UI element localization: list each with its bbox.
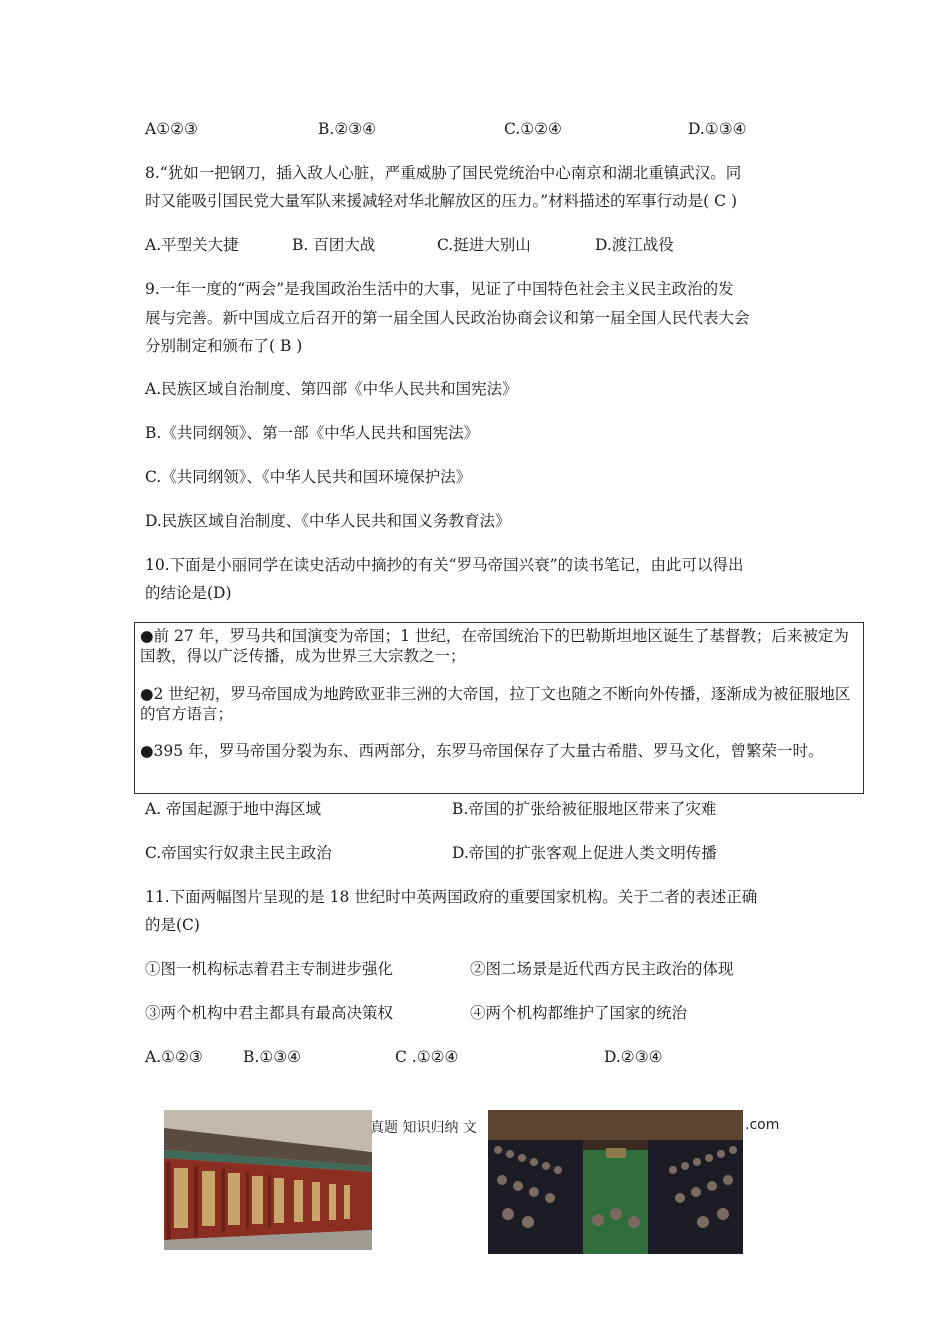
- q10-option-c: C.帝国实行奴隶主民主政治: [145, 844, 332, 862]
- q11-statement-2: ②图二场景是近代西方民主政治的体现: [470, 960, 734, 978]
- note-2: ●2 世纪初，罗马帝国成为地跨欧亚非三洲的大帝国，拉丁文也随之不断向外传播，逐渐成为被征服地区的官方语言；: [140, 685, 851, 723]
- note-3: ●395 年，罗马帝国分裂为东、西两部分，东罗马帝国保存了大量古希腊、罗马文化，曾繁荣一时。: [140, 742, 824, 760]
- watermark-left: 真题 知识归纳 文: [370, 1120, 477, 1136]
- q8-option-c: C.挺进大别山: [437, 236, 531, 254]
- q10-option-d: D.帝国的扩张客观上促进人类文明传播: [452, 844, 717, 862]
- q9-stem-line2: 展与完善。新中国成立后召开的第一届全国人民政治协商会议和第一届全国人民代表大会: [145, 309, 750, 327]
- q11-statement-4: ④两个机构都维护了国家的统治: [470, 1004, 688, 1022]
- q10-stem-line2: 的结论是(D): [145, 584, 232, 602]
- figure1-photo: [164, 1110, 372, 1250]
- q7-option-b: B.②③④: [318, 120, 377, 138]
- q11-stem-line1: 11.下面两幅图片呈现的是 18 世纪时中英两国政府的重要国家机构。关于二者的表述正确: [145, 888, 758, 906]
- q8-stem-line1: 8.“犹如一把钢刀，插入敌人心脏，严重威胁了国民党统治中心南京和湖北重镇武汉。同: [145, 164, 742, 182]
- q11-option-b: B.①③④: [243, 1048, 302, 1066]
- q9-stem-line1: 9.一年一度的“两会”是我国政治生活中的大事，见证了中国特色社会主义民主政治的发: [145, 280, 734, 298]
- q10-stem-line1: 10.下面是小丽同学在读史活动中摘抄的有关“罗马帝国兴衰”的读书笔记，由此可以得出: [145, 556, 744, 574]
- reading-notes-box: [134, 622, 864, 794]
- q7-option-c: C.①②④: [504, 120, 562, 138]
- q11-stem-line2: 的是(C): [145, 916, 200, 934]
- q11-option-a: A.①②③: [145, 1048, 203, 1066]
- q8-option-a: A.平型关大捷: [145, 236, 239, 254]
- q10-option-b: B.帝国的扩张给被征服地区带来了灾难: [452, 800, 717, 818]
- q10-option-a: A. 帝国起源于地中海区域: [145, 800, 322, 818]
- figure2-photo: [488, 1110, 743, 1254]
- note-1: ●前 27 年，罗马共和国演变为帝国；1 世纪，在帝国统治下的巴勒斯坦地区诞生了基督教；后来被定为国教，得以广泛传播，成为世界三大宗教之一；: [140, 627, 849, 665]
- q11-option-d: D.②③④: [604, 1048, 663, 1066]
- q9-option-a: A.民族区域自治制度、第四部《中华人民共和国宪法》: [145, 380, 518, 398]
- q11-statement-1: ①图一机构标志着君主专制进步强化: [145, 960, 394, 978]
- q11-option-c: C .①②④: [395, 1048, 459, 1066]
- q8-stem-line2: 时又能吸引国民党大量军队来援减轻对华北解放区的压力。”材料描述的军事行动是( C ): [145, 192, 737, 210]
- q7-option-a: A①②③: [145, 120, 198, 138]
- q11-statement-3: ③两个机构中君主都具有最高决策权: [145, 1004, 394, 1022]
- q9-option-c: C.《共同纲领》、《中华人民共和国环境保护法》: [145, 468, 472, 486]
- q8-option-d: D.渡江战役: [595, 236, 674, 254]
- q9-stem-line3: 分别制定和颁布了( B ): [145, 337, 303, 355]
- q9-option-b: B.《共同纲领》、第一部《中华人民共和国宪法》: [145, 424, 480, 442]
- q9-option-d: D.民族区域自治制度、《中华人民共和国义务教育法》: [145, 512, 511, 530]
- watermark-right: .com: [745, 1117, 780, 1133]
- q8-option-b: B. 百团大战: [292, 236, 376, 254]
- q7-option-d: D.①③④: [688, 120, 747, 138]
